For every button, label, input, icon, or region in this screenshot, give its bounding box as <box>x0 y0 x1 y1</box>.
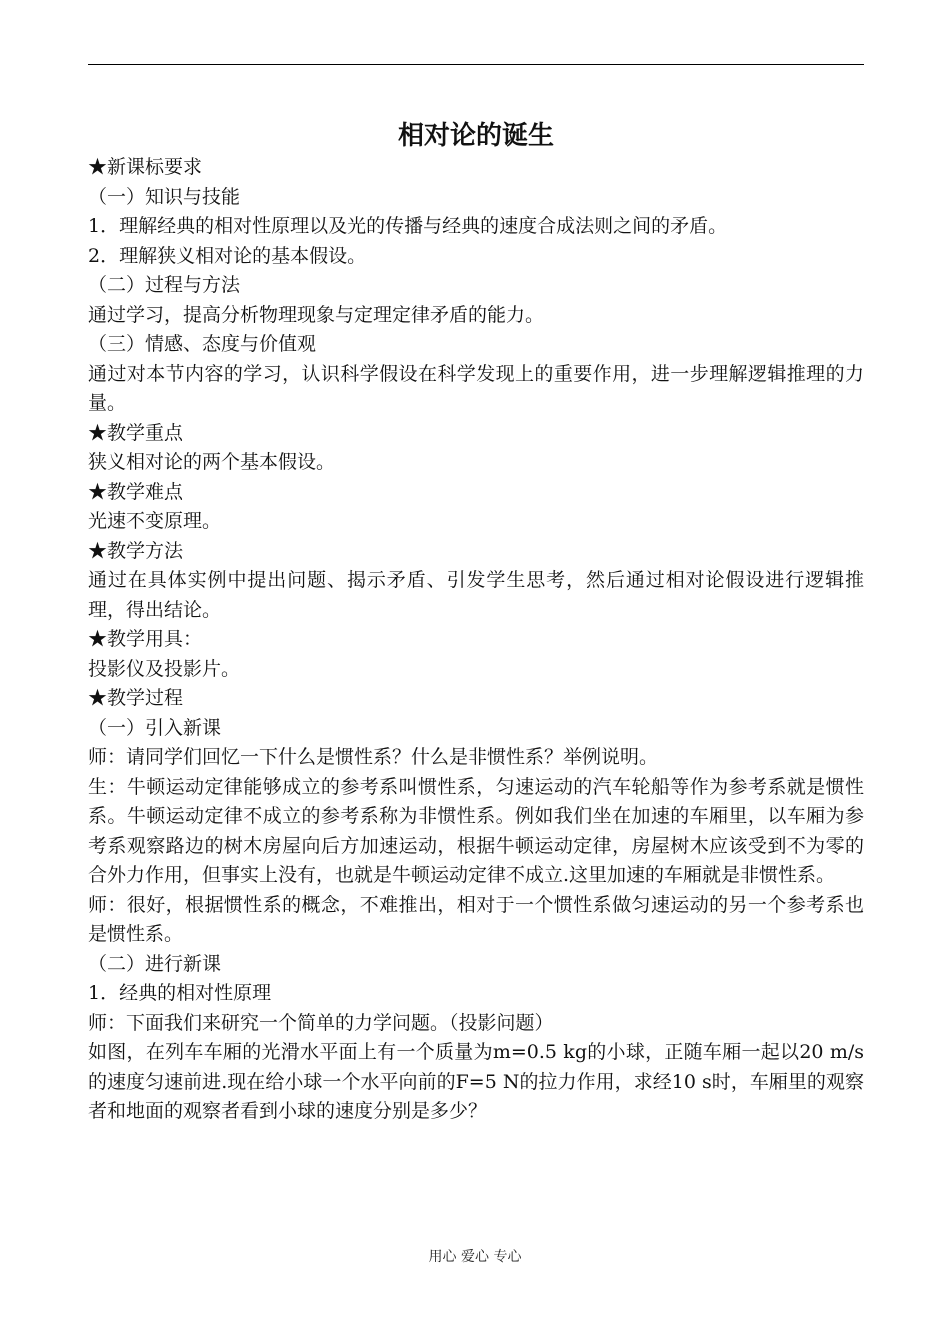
page-footer: 用心 爱心 专心 <box>428 1249 522 1265</box>
subsection-emotion-values: （三）情感、态度与价值观 <box>88 333 317 355</box>
subsection-introduction: （一）引入新课 <box>88 716 222 739</box>
dialogue-teacher-3: 师：下面我们来研究一个简单的力学问题。（投影问题） <box>88 1011 554 1034</box>
objective-item-2: 2．理解狭义相对论的基本假设。 <box>88 244 367 267</box>
dialogue-student-1: 生：牛顿运动定律能够成立的参考系叫惯性系，匀速运动的汽车轮船等作为参考系就是惯性系。牛顿运动定律不成立的参考系称为非惯性系。例如我们坐在加速的车厢里，以车厢为参考系观察路边的树木房屋向后方加速运动，根据牛顿运动定律，房屋树木应该受到不为零的合外力作用，但事实上没有，也就是牛顿运动定律不成立.这里加速的车厢就是非惯性系。 <box>88 775 864 886</box>
objective-item-1: 1．理解经典的相对性原理以及光的传播与经典的速度合成法则之间的矛盾。 <box>88 215 728 237</box>
document-body <box>88 153 864 1127</box>
methods-text: 通过在具体实例中提出问题、揭示矛盾、引发学生思考，然后通过相对论假设进行逻辑推理，得出结论。 <box>88 569 864 621</box>
section-heading-standards: ★新课标要求 <box>88 156 203 178</box>
section-heading-methods: ★教学方法 <box>88 539 184 562</box>
section-heading-process: ★教学过程 <box>88 687 184 709</box>
header-rule <box>88 64 864 65</box>
key-points-text: 狭义相对论的两个基本假设。 <box>88 451 336 473</box>
emotion-values-text: 通过对本节内容的学习，认识科学假设在科学发现上的重要作用，进一步理解逻辑推理的力量。 <box>88 362 864 414</box>
section-heading-tools: ★教学用具： <box>88 628 203 650</box>
dialogue-teacher-2: 师：很好，根据惯性系的概念，不难推出，相对于一个惯性系做匀速运动的另一个参考系也是惯性系。 <box>88 893 864 945</box>
difficulties-text: 光速不变原理。 <box>88 510 222 532</box>
problem-statement: 如图，在列车车厢的光滑水平面上有一个质量为m=0.5 kg的小球，正随车厢一起以20 m/s的速度匀速前进.现在给小球一个水平向前的F=5 N的拉力作用，求经10 s时，车厢里的观察者和地面的观察者看到小球的速度分别是多少？ <box>88 1041 864 1122</box>
tools-text: 投影仪及投影片。 <box>88 657 241 680</box>
topic-classical-relativity: 1．经典的相对性原理 <box>88 982 272 1004</box>
subsection-new-lesson: （二）进行新课 <box>88 952 222 975</box>
subsection-knowledge-skills: （一）知识与技能 <box>88 185 241 208</box>
dialogue-teacher-1: 师：请同学们回忆一下什么是惯性系？什么是非惯性系？举例说明。 <box>88 746 659 768</box>
process-method-text: 通过学习，提高分析物理现象与定理定律矛盾的能力。 <box>88 303 545 326</box>
section-heading-key-points: ★教学重点 <box>88 421 184 444</box>
document-title: 相对论的诞生 <box>397 121 554 151</box>
section-heading-difficulties: ★教学难点 <box>88 480 184 503</box>
subsection-process-method: （二）过程与方法 <box>88 274 241 296</box>
